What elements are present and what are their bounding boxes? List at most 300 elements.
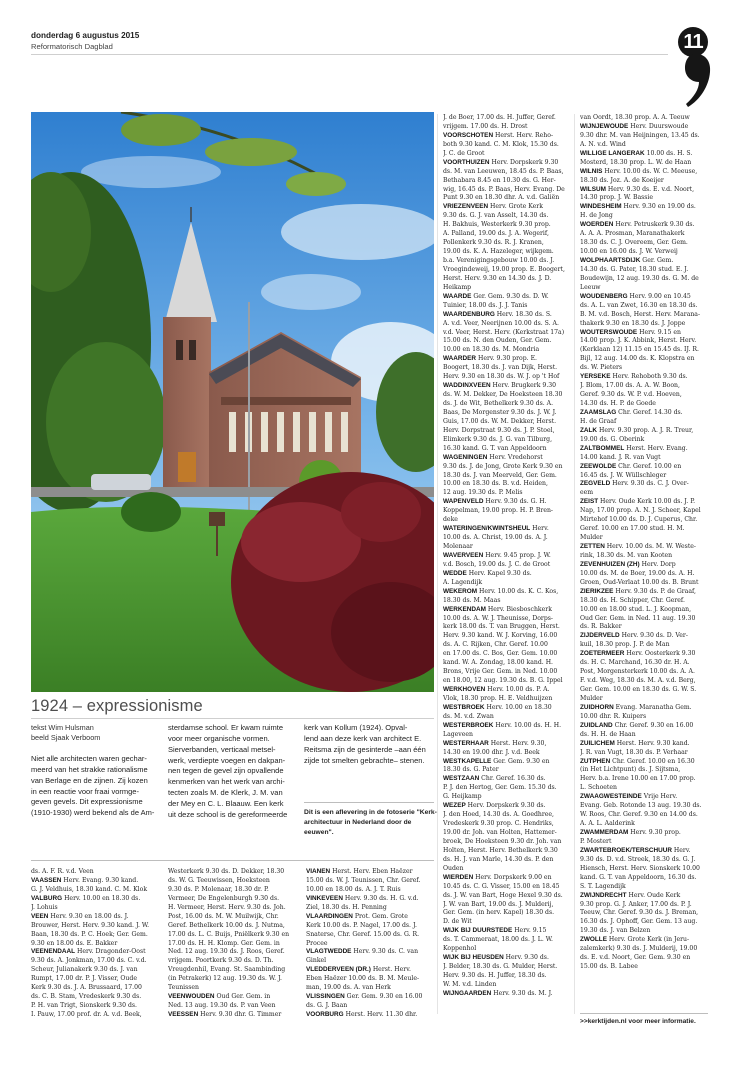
text-line: eeuwen". <box>304 829 334 836</box>
listing-line: ZUILICHEM Herst. Herv. 9.30 kand. <box>580 739 690 747</box>
listing-line: both 9.30 kand. C. M. Klok, 15.30 ds. <box>443 140 559 148</box>
text-line: uit deze school is de gereformeerde <box>168 809 288 819</box>
place-name: WAARDE <box>443 292 472 300</box>
listing-line: 18.30 ds. Joz. A. de Koeijer <box>580 176 664 184</box>
place-name: VRIEZENVEEN <box>443 203 489 211</box>
listing-line: A. N. v.d. Wind <box>580 140 626 148</box>
place-name: WILNIS <box>580 167 603 175</box>
listing-line: 19.00 dr. Joh. van Holten, Hattemer- <box>443 829 557 836</box>
listing-line: 14.00 kand. J. R. van Vugt <box>580 453 661 461</box>
listing-line: Baan, 18.30 ds. P. C. Hoek; Ger. Gem. <box>31 930 148 938</box>
listing-line: ds. W. G. Teeuwissen, Hoeksteen <box>168 876 270 884</box>
listing-line: 14.00 prop. J. K. Abbink, Herst. Herv. <box>580 337 697 345</box>
listing-line: wig, 16.45 ds. P. Baas, Herv. Evang. De <box>443 185 565 193</box>
listing-line: Lageveen <box>443 730 473 738</box>
place-name: ZOETERMEER <box>580 650 625 658</box>
place-name: VEENENDAAL <box>31 948 76 956</box>
place-name: ZUIDHORN <box>580 703 614 711</box>
listing-line: WIJK BIJ DUURSTEDE Herv. 9.15 <box>443 927 547 935</box>
place-name: ZEIST <box>580 498 599 506</box>
column-gutter <box>437 114 438 1014</box>
listing-line: G. J. Veldhuis, 18.30 kand. C. M. Klok <box>31 885 148 893</box>
listing-line: b.a. Verenigingsgebouw 10.00 ds. J. <box>443 257 555 264</box>
text-line: kenmerken van het werk van archi- <box>168 777 285 787</box>
listing-line: ds. M. v.d. Zwan <box>443 712 494 720</box>
listing-line: Vreugdenhil, Evang. St. Saambinding <box>168 966 286 974</box>
listing-line: ds. H. H. de Haan <box>580 730 636 738</box>
listing-line: 17.00 ds. H. H. Klomp. Ger. Gem. in <box>168 939 280 947</box>
listing-line: 15.00 ds. W. J. Teunissen, Chr. Geref. <box>306 876 421 884</box>
place-name: VLEDDERVEEN (DR.) <box>306 966 371 974</box>
listing-line: WERKHOVEN Herv. 10.00 ds. P. A. <box>443 686 550 693</box>
credit-photo: beeld Sjaak Verboom <box>31 733 101 743</box>
listing-line: Geref. 9.30 ds. W. P. v.d. Hoeven, <box>580 391 682 399</box>
listing-line: ZUIDLAND Chr. Geref. 9.30 en 16.00 <box>580 721 694 729</box>
listing-line: 17.00 ds. L. C. Buijs, Pniëlkerk 9.30 en <box>168 930 290 938</box>
listing-line: Punt 9.30 en 18.30 dhr. A. v.d. Galiën <box>443 194 560 202</box>
place-name: WAVERVEEN <box>443 551 484 559</box>
listing-line: van Oordt, 18.30 prop. A. A. Teeuw <box>580 114 690 121</box>
listing-line: H. Bakhuis, Westerkerk 9.30 prop. <box>443 221 551 229</box>
listing-line: ZWAMMERDAM Herv. 9.30 prop. <box>580 829 681 836</box>
listing-line: VOORSCHOTEN Herst. Herv. Reho- <box>443 131 554 139</box>
place-name: WESTERBROEK <box>443 721 494 729</box>
listing-line: 10.00 en 18.00 ds. A. J. T. Ruis <box>306 885 401 893</box>
listing-line: Evang. Geb. Rotonde 13 aug. 19.30 ds. <box>580 802 702 810</box>
listing-line: Herv. 9.30 kand. W. J. Korving, 16.00 <box>443 632 558 640</box>
listing-line: Koppelman, 19.00 prop. H. P. Bren- <box>443 507 554 515</box>
place-name: WOLPHAARTSDIJK <box>580 257 641 264</box>
place-name: VLAARDINGEN <box>306 912 353 920</box>
listing-line: WESTKAPELLE Ger. Gem. 9.30 en <box>443 757 550 765</box>
listing-line: Post, 16.00 ds. M. W. Muilwijk, Chr. <box>168 912 279 920</box>
listing-line: ds. A. F. R. v.d. Veen <box>31 868 94 875</box>
listing-line: ds. C. B. Stam, Vredeskerk 9.30 ds. <box>31 993 142 1001</box>
listing-line: ZALK Herv. 9.30 prop. A. J. R. Treur, <box>580 426 694 434</box>
text-line: geven gevels. Dit expressionisme <box>31 797 143 807</box>
text-line: kerk van Kollum (1924). Opval- <box>304 723 408 732</box>
listing-line: ZAAMSLAG Chr. Geref. 14.30 ds. <box>580 408 683 416</box>
place-name: ZAAMSLAG <box>580 408 617 416</box>
place-name: ZWARTEBROEK/TERSCHUUR <box>580 846 672 854</box>
listing-line: VOORBURG Herst. Herv. 11.30 dhr. <box>306 1011 418 1018</box>
listing-line: WILNIS Herv. 10.00 ds. W. C. Meeuse, <box>580 167 698 175</box>
listing-line: WESTZAAN Chr. Geref. 16.30 ds. <box>443 775 546 783</box>
text-line: der Mey en C. L. Blaauw. Een kerk <box>168 798 284 808</box>
listing-line: Mulder <box>580 534 603 542</box>
listing-line: J. C. de Groot <box>443 149 485 157</box>
listing-line: v.d. Veer, Herst. Herv. (Kerkstraat 17a) <box>443 328 565 336</box>
text-line: voor meer organische vormen. <box>168 733 270 743</box>
text-line: Sierverbanden, verticaal metsel- <box>168 744 276 754</box>
place-name: ZEVENHUIZEN (ZH) <box>580 560 640 568</box>
listing-line: H. de Jong <box>580 212 613 220</box>
place-name: WOERDEN <box>580 221 614 229</box>
listing-line: Bijl, 12 aug. 14.00 ds. K. Klopstra en <box>580 355 695 363</box>
listing-line: Herv. 9.30 en 18.30 ds. W. J. op 't Hof <box>443 373 560 381</box>
listing-line: ZETTEN Herv. 10.00 ds. M. W. Weste- <box>580 543 696 550</box>
listing-line: Nap, 17.00 prop. A. N. J. Scheer, Kapel <box>580 507 701 515</box>
place-name: ZIERIKZEE <box>580 587 614 595</box>
place-name: VOORBURG <box>306 1011 344 1018</box>
listing-line: 15.00 ds. N. den Ouden, Ger. Gem. <box>443 337 552 345</box>
listing-line: 14.30 prop. J. W. Bassie <box>580 194 654 202</box>
listing-line: I. Pauw, 17.00 prof. dr. A. v.d. Beek, <box>31 1011 142 1018</box>
place-name: ZWOLLE <box>580 936 607 944</box>
place-name: WIJK BIJ DUURSTEDE <box>443 927 513 935</box>
listing-line: 9.30 ds. G. J. van Asselt, 14.30 ds. <box>443 212 549 220</box>
listing-line: A. A. A. Prosman, Maranathakerk <box>580 230 685 238</box>
place-name: WAARDER <box>443 355 477 363</box>
listing-line: ZWOLLE Herv. Grote Kerk (in Jeru- <box>580 936 690 944</box>
listing-line: VINKEVEEN Herv. 9.30 ds. H. G. v.d. <box>306 894 419 902</box>
listing-line: ZEEWOLDE Chr. Geref. 10.00 en <box>580 462 682 470</box>
listing-line: ZOETERMEER Herv. Oosterkerk 9.30 <box>580 650 696 658</box>
place-name: VIANEN <box>306 868 331 875</box>
listing-line: 10.00 en 18.00 stud. L. J. Koopman, <box>580 605 692 613</box>
text-line: Dit is een aflevering in de fotoserie "Kerk- <box>304 809 437 816</box>
article-credits <box>31 723 153 743</box>
place-name: VEENWOUDEN <box>168 993 215 1001</box>
listing-line: 10.45 ds. C. G. Visser, 15.00 en 18.45 <box>443 882 560 890</box>
listing-line: 19.00 ds. G. Oberink <box>580 435 645 443</box>
listing-line: ds. M. van Leeuwen, 18.45 ds. P. Baas, <box>443 167 564 175</box>
listing-line: en 18.00, 12 aug. 19.30 ds. B. G. Ippel <box>443 677 563 685</box>
text-line: nen tegen de gevel zijn opvallende <box>168 766 284 776</box>
listing-line: 16.30 kand. G. T. van Appeldoorn <box>443 444 547 452</box>
listing-line: D. de Wit <box>443 918 472 926</box>
listing-line: 10.00 ds. A. Christ, 19.00 ds. A. J. <box>443 534 548 542</box>
place-name: WESTBROEK <box>443 703 485 711</box>
listing-line: Geref. 10.00 en 17.00 stud. H. M. <box>580 525 685 533</box>
place-name: WIJNGAARDEN <box>443 989 492 997</box>
text-line: tecten zoals M. de Klerk, J. M. van <box>168 788 283 798</box>
listing-line: ZIERIKZEE Herv. 9.30 ds. P. de Graaf, <box>580 587 696 595</box>
place-name: VOORTHUIZEN <box>443 158 490 166</box>
listing-line: VEEN Herv. 9.30 en 18.00 ds. J. <box>31 912 129 920</box>
listing-line: vrijgem. Poortkerk 9.30 ds. D. Th. <box>168 957 274 965</box>
listing-line: ds. H. J. van Marle, 14.30 ds. P. den <box>443 855 554 863</box>
listing-line: WIJNJEWOUDE Herv. Duurswoude <box>580 122 689 130</box>
listing-line: VEENENDAAL Herv. Dragonder-Oost <box>31 948 146 956</box>
listing-line: Guis, 17.00 ds. W. M. Dekker, Herst. <box>443 417 557 425</box>
listing-line: Vermeer, De Engelenburgh 9.30 ds. <box>168 894 280 902</box>
listing-line: Heikamp <box>443 283 472 291</box>
place-name: WESTERHAAR <box>443 739 489 747</box>
listing-line: Groen, Oud-Verlaat 10.00 ds. B. Brunt <box>580 578 699 586</box>
listing-line: rink, 18.30 ds. M. van Kooten <box>580 551 673 559</box>
place-name: ZALTBOMMEL <box>580 444 625 452</box>
listing-line: thakerk 9.30 en 18.30 ds. J. Joppe <box>580 319 686 327</box>
place-name: ZETTEN <box>580 543 605 550</box>
listing-line: A. Palland, 19.00 ds. J. A. Wegerif, <box>443 230 549 238</box>
listing-line: Snaterse, Chr. Geref. 15.00 ds. G. R. <box>306 930 420 938</box>
place-name: ZWAMMERDAM <box>580 829 629 836</box>
listing-line: Kerk 10.00 ds. P. Nagel, 17.00 ds. J. <box>306 921 417 929</box>
text-line: Niet alle architecten waren gechar- <box>31 754 147 763</box>
place-name: VEEN <box>31 912 49 920</box>
listing-line: ds. W. Pieters <box>580 364 623 372</box>
listing-line: L. Schoeten <box>580 784 617 792</box>
listing-line: 18.30 ds. C. J. Overeem, Ger. Gem. <box>580 239 688 247</box>
place-name: VALBURG <box>31 894 63 902</box>
place-name: WESTZAAN <box>443 775 480 783</box>
listing-line: 19.30 ds. J. van Belzen <box>580 927 651 935</box>
listing-line: ds. E. v.d. Noort, Ger. Gem. 9.30 en <box>580 954 691 962</box>
listing-line: J. Belder, 18.30 ds. G. Mulder, Herst. <box>443 963 558 971</box>
text-line: lend aan deze kerk van architect E. <box>304 733 422 743</box>
listing-line: WEZEP Herv. Dorpskerk 9.30 ds. <box>443 802 546 810</box>
listing-line: Molenaar <box>443 543 473 550</box>
listing-line: J. Blom, 17.00 ds. A. A. W. Boon, <box>580 382 680 390</box>
listing-line: 14.30 ds. H. P. de Goede <box>580 400 656 407</box>
text-line: in een reactie voor fraai vormge- <box>31 786 139 796</box>
place-name: WILLIGE LANGERAK <box>580 149 645 157</box>
credit-text: tekst Wim Hulsman <box>31 723 94 732</box>
place-name: VEESSEN <box>168 1011 199 1018</box>
place-name: WERKHOVEN <box>443 686 486 693</box>
text-line: zijde tot smelten gebrachte– stenen. <box>304 755 425 765</box>
listing-line: Mulder <box>580 694 603 702</box>
place-name: WEDDE <box>443 569 467 577</box>
listing-line: A. A. L. Aalderink <box>580 820 635 828</box>
listing-line: Boudewijn, 12 aug. 19.30 ds. G. M. de <box>580 274 699 282</box>
listing-line: Herv. b.a. Irene 10.00 en 17.00 prop. <box>580 775 696 783</box>
place-name: VOORSCHOTEN <box>443 131 494 139</box>
listing-line: Westerkerk 9.30 ds. D. Dekker, 18.30 <box>168 868 285 875</box>
listing-line: A. Lagendijk <box>443 578 483 586</box>
listing-line: Boogert, 18.30 ds. J. van Dijk, Herst. <box>443 364 558 372</box>
series-note <box>304 808 437 838</box>
listing-line: WIJK BIJ HEUSDEN Herv. 9.30 ds. <box>443 954 549 962</box>
listing-line: Teeuw, Chr. Geref. 9.30 ds. J. Breman, <box>580 909 699 917</box>
listing-line: Herst. Herv. 9.30 en 14.30 ds. J. D. <box>443 274 552 282</box>
listing-line: Hiensch, Herst. Herv. Sionskerk 10.00 <box>580 864 700 872</box>
place-name: VAASSEN <box>31 876 62 884</box>
listing-line: B. M. v.d. Bosch, Herst. Herv. Marana- <box>580 310 701 318</box>
listing-rule <box>31 860 434 861</box>
listing-line: Vlok, 18.30 prop. H. E. Veldhuijzen <box>443 694 553 702</box>
listing-line: (Kerklaan 12) 11.15 en 15.45 ds. IJ. R. <box>580 346 699 354</box>
listing-line: ZIJDERVELD Herv. 9.30 ds. D. Ver- <box>580 632 688 640</box>
intro-column-2 <box>168 723 293 821</box>
listing-line: J. den Hoed, 14.30 ds. A. Goedhree, <box>443 811 555 819</box>
listing-line: Ned. 13 aug. 19.30 ds. P. van Veen <box>168 1002 276 1010</box>
listing-line: Baas, De Morgenster 9.30 ds. J. W. J. <box>443 408 557 416</box>
place-name: YERSEKE <box>580 373 611 381</box>
place-name: WESTKAPELLE <box>443 757 492 765</box>
listing-line: ZWARTEBROEK/TERSCHUUR Herv. <box>580 846 691 854</box>
listing-line: VEESSEN Herv. 9.30 dhr. G. Timmer <box>168 1011 282 1018</box>
listing-line: Kerk 9.30 ds. J. A. Brussaard, 17.00 <box>31 984 142 992</box>
listing-line: 10.00 ds. A. W. J. Theunisse, Dorps- <box>443 614 553 622</box>
listing-line: Oud Ger. Gem. in Ned. 11 aug. 19.30 <box>580 614 696 622</box>
listing-line: WESTERHAAR Herst. Herv. 9.30, <box>443 739 547 747</box>
listing-line: WAARDENBURG Herv. 18.30 ds. S. <box>443 310 552 318</box>
listing-line: Eben Haëzer 10.00 ds. B. M. Meule- <box>306 975 420 983</box>
header-paper-name: Reformatorisch Dagblad <box>31 42 113 51</box>
listing-line: WEDDE Herv. Kapel 9.30 ds. <box>443 569 532 577</box>
listing-line: ZWAAGWESTEINDE Vrije Herv. <box>580 793 678 801</box>
place-name: WEZEP <box>443 802 466 810</box>
place-name: WAPENVELD <box>443 498 484 506</box>
listing-line: W. Roos, Chr. Geref. 9.30 en 14.00 ds. <box>580 811 698 819</box>
listing-line: WAPENVELD Herv. 9.30 ds. G. H. <box>443 498 547 506</box>
text-line: van Berlage en de zijnen. Zij kozen <box>31 775 148 785</box>
listing-line: 16.30 ds. J. Ophoff, Ger. Gem. 13 aug. <box>580 918 698 926</box>
listing-line: (in Het Lichtpunt) ds. J. Sijtsma, <box>580 766 681 774</box>
listing-line: WAGENINGEN Herv. Vredehorst <box>443 453 543 461</box>
listing-line: Holten, Herst. Herv. Bethelkerk 9.30 <box>443 846 558 854</box>
listing-line: 18.30 ds. G. Pater <box>443 766 499 774</box>
listing-line: 18.30 ds. M. Maas <box>443 596 501 604</box>
listing-line: 15.00 ds. B. Labee <box>580 963 638 971</box>
listing-line: deke <box>443 516 458 524</box>
listing-line: 14.30 ds. G. Pater, 18.30 stud. E. J. <box>580 265 689 273</box>
church-listing-column-4 <box>443 114 571 999</box>
place-name: ZUTPHEN <box>580 757 611 765</box>
header-date: donderdag 6 augustus 2015 <box>31 31 140 40</box>
listing-line: WESTERBROEK Herv. 10.00 ds. H. H. <box>443 721 562 729</box>
listing-line: ZEGVELD Herv. 9.30 ds. C. J. Over- <box>580 480 689 488</box>
listing-line: Tuinier, 18.00 ds. J. J. Tanis <box>443 301 528 309</box>
listing-line: W. M. v.d. Linden <box>443 980 497 988</box>
listing-line: VOORTHUIZEN Herv. Dorpskerk 9.30 <box>443 158 559 166</box>
comma-logo-icon <box>682 52 712 108</box>
listing-line: 9.30 ds. P. Molenaar, 18.30 dr. P. <box>168 885 269 893</box>
listing-line: J. R. van Vugt, 18.30 ds. P. Verhaar <box>580 748 688 756</box>
listing-line: Post, Morgensterkerk 10.00 ds. A. A. <box>580 668 695 676</box>
text-line: meerd van het strakke rationalisme <box>31 764 148 774</box>
listing-line: Brons, Vrije Ger. Gem. in Ned. 10.00 <box>443 668 558 676</box>
listing-line: Koppenhol <box>443 945 477 953</box>
listing-line: ZEVENHUIZEN (ZH) Herv. Dorp <box>580 560 676 568</box>
listing-line: en 17.00 ds. C. Bos, Ger. Gem. 10.00 <box>443 650 558 658</box>
listing-line: Herv. 9.30 ds. H. Juffer, 18.30 ds. <box>443 972 547 979</box>
listing-line: 9.30 prop. G. J. Anker, 17.00 ds. P. J. <box>580 900 692 908</box>
listing-line: ds. A. C. Rijken, Chr. Geref. 10.00 <box>443 641 548 649</box>
listing-line: P. H. van Trigt, Sionskerk 9.30 ds. <box>31 1002 137 1010</box>
listing-line: ds. W. M. Dekker, De Hoeksteen 18.30 <box>443 391 563 399</box>
listing-line: WAVERVEEN Herv. 9.45 prop. J. W. <box>443 551 551 559</box>
place-name: WINDESHEIM <box>580 203 622 211</box>
listing-line: VAASSEN Herv. Evang. 9.30 kand. <box>31 876 139 884</box>
listing-line: kuil, 18.30 prop. J. P. de Man <box>580 641 670 649</box>
place-name: WOUDENBERG <box>580 292 628 300</box>
place-name: WIJNJEWOUDE <box>580 122 629 130</box>
listing-line: 12 aug. 19.30 ds. P. Melis <box>443 489 523 497</box>
church-listing-column-1 <box>31 868 155 1020</box>
text-line: (1910-1930) werd bekend als de Am- <box>31 808 155 818</box>
place-name: WADDINXVEEN <box>443 382 491 390</box>
listing-line: zalemkerk) 9.30 ds. J. Mulderij, 19.00 <box>580 945 698 953</box>
article-title: 1924 – expressionisme <box>31 697 203 715</box>
listing-line: Scheur, Julianakerk 9.30 ds. J. van <box>31 966 138 974</box>
text-line: Reitsma zijn de gesinterde –aan één <box>304 744 426 754</box>
listing-line: J. de Boer, 17.00 ds. H. Juffer, Geref. <box>443 114 556 121</box>
church-photo <box>31 112 434 692</box>
listing-line: WERKENDAM Herv. Biesboschkerk <box>443 605 552 613</box>
listing-line: WOUTERSWOUDE Herv. 9.15 en <box>580 328 681 336</box>
place-name: VLISSINGEN <box>306 993 345 1001</box>
place-name: WILSUM <box>580 185 606 193</box>
place-name: ZEEWOLDE <box>580 462 617 470</box>
place-name: ZUILICHEM <box>580 739 615 747</box>
listing-line: S. T. Lagendijk <box>580 882 626 890</box>
listing-line: G. Heijkamp <box>443 793 482 801</box>
listing-line: A. v.d. Veer, Neerijnen 10.00 ds. S. A. <box>443 319 559 327</box>
listing-line: H. de Graaf <box>580 417 617 425</box>
listing-line: Procee <box>306 939 328 947</box>
listing-line: Ger. Gem. 10.00 en 18.30 ds. G. W. S. <box>580 686 697 693</box>
footer-rule <box>580 1013 708 1014</box>
kerktijden-link[interactable]: >>kerktijden.nl voor meer informatie. <box>580 1018 696 1025</box>
listing-line: ds. H. C. Marchand, 16.30 dr. H. A. <box>580 659 690 667</box>
listing-line: Ziel, 18.30 ds. H. Penning <box>306 903 387 911</box>
listing-line: Bethabara 8.45 en 10.30 ds. G. Her- <box>443 176 556 184</box>
listing-line: Ned. 12 aug. 19.30 ds. J. Roos, Geref. <box>168 948 285 956</box>
listing-line: Elimkerk 9.30 ds. J. G. van Tilburg, <box>443 435 553 443</box>
listing-line: WAARDER Herv. 9.30 prop. E. <box>443 355 538 363</box>
place-name: ZUIDLAND <box>580 721 613 729</box>
listing-line: 9.30 ds. J. de Jong, Grote Kerk 9.30 en <box>443 462 563 470</box>
place-name: ZWAAGWESTEINDE <box>580 793 642 801</box>
place-name: WOUTERSWOUDE <box>580 328 638 336</box>
listing-line: VLAARDINGEN Prot. Gem. Grote <box>306 912 408 920</box>
place-name: ZWIJNDRECHT <box>580 891 627 899</box>
listing-line: Teunissen <box>168 984 200 992</box>
title-rule <box>31 718 434 719</box>
listing-line: VEENWOUDEN Oud Ger. Gem. in <box>168 993 271 1001</box>
place-name: WERKENDAM <box>443 605 486 613</box>
listing-line: ds. G. J. Baan <box>306 1002 348 1010</box>
listing-line: man, 19.00 ds. A. van Herk <box>306 984 391 992</box>
church-listing-column-5 <box>580 114 710 972</box>
listing-line: WEKEROM Herv. 10.00 ds. K. C. Kos, <box>443 587 559 595</box>
listing-line: ds. T. Cammeraat, 18.00 ds. J. L. W. <box>443 936 553 944</box>
listing-line: VLISSINGEN Ger. Gem. 9.30 en 16.00 <box>306 993 423 1001</box>
listing-line: 9.30 en 18.00 ds. E. Bakker <box>31 939 118 947</box>
listing-line: VLAGTWEDDE Herv. 9.30 ds. C. van <box>306 948 419 956</box>
listing-line: VIANEN Herst. Herv. Eben Haëzer <box>306 868 413 875</box>
page-number-badge: 11 <box>678 27 708 57</box>
place-name: WIJK BIJ HEUSDEN <box>443 954 504 962</box>
place-name: ZEGVELD <box>580 480 611 488</box>
listing-line: WIJNGAARDEN Herv. 9.30 ds. M. J. <box>443 989 553 997</box>
place-name: VLAGTWEDDE <box>306 948 352 956</box>
listing-line: Rumpt, 17.00 dr. P. J. Visser, Oude <box>31 975 137 983</box>
intro-column-1 <box>31 754 153 819</box>
listing-line: WIERDEN Herv. Dorpskerk 9.00 en <box>443 873 552 881</box>
place-name: WIERDEN <box>443 873 474 881</box>
listing-line: ZALTBOMMEL Herst. Herv. Evang. <box>580 444 688 452</box>
listing-line: ZEIST Herv. Oude Kerk 10.00 ds. J. P. <box>580 498 696 506</box>
text-line: werk, verdiepte voegen en dakpan- <box>168 755 286 765</box>
listing-line: Vredeskerk 9.30 prop. C. Hendriks, <box>443 820 554 828</box>
church-listing-column-2 <box>168 868 292 1020</box>
listing-line: 18.30 ds. J. van Meerveld, Ger. Gem. <box>443 471 557 479</box>
listing-line: 10.00 en 18.30 ds. M. Mondria <box>443 346 540 354</box>
church-listing-column-3 <box>306 868 434 1020</box>
listing-line: Leeuw <box>580 283 601 291</box>
listing-line: H. Vermeer, Herst. Herv. 9.30 ds. Joh. <box>168 903 286 911</box>
listing-line: WILLIGE LANGERAK 10.00 ds. H. S. <box>580 149 693 157</box>
listing-line: WINDESHEIM Herv. 9.30 en 19.00 ds. <box>580 203 696 211</box>
listing-line: WADDINXVEEN Herv. Brugkerk 9.30 <box>443 382 557 390</box>
listing-line: ZUIDHORN Evang. Maranatha Gem. <box>580 703 692 711</box>
listing-line: J. W. van Bart, 19.00 ds. J. Mulderij, <box>443 900 554 908</box>
listing-line: VALBURG Herv. 10.00 en 18.30 ds. <box>31 894 141 902</box>
